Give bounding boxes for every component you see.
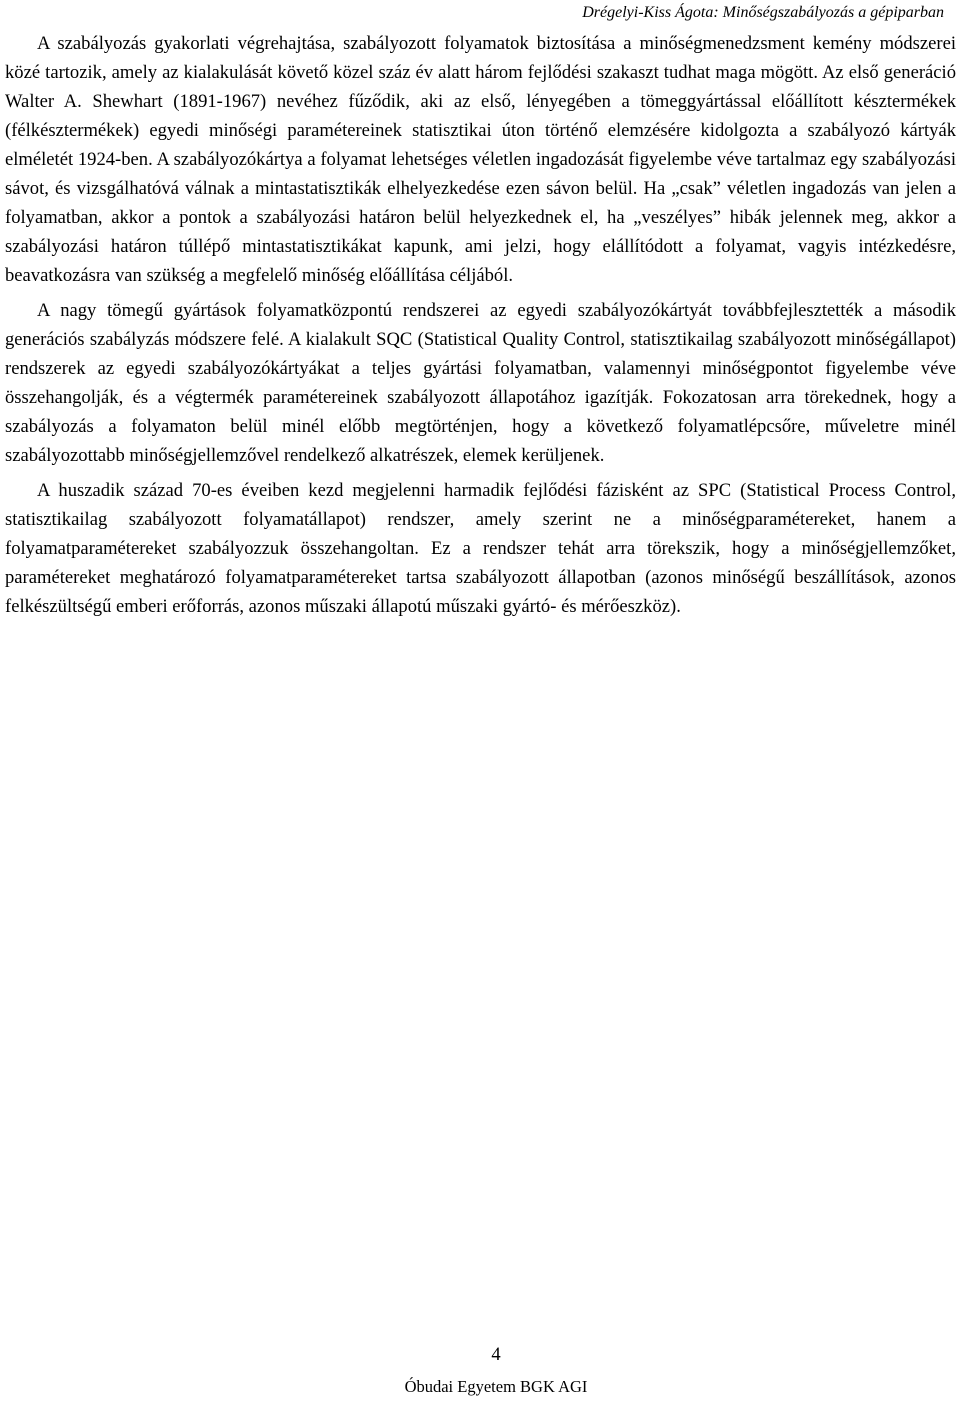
running-header: Drégelyi-Kiss Ágota: Minőségszabályozás a gépiparban: [582, 4, 944, 21]
paragraph-sqc: A nagy tömegű gyártások folyamatközpontú rendszerei az egyedi szabályozókártyát továbbfejlesztették a második generációs szabályzás módszere felé. A kialakult SQC (Statistical Quality Control, statisztikailag szabályozott minőségállapot) rendszerek az egyedi szabályozókártyákat a teljes gyártási folyamatban, valamennyi minőségpontot figyelembe véve összehangolják, és a végtermék paramétereinek szabályozott állapotához igazítják. Fokozatosan arra törekednek, hogy a szabályozás a folyamaton belül minél előbb megtörténjen, hogy a következő folyamatlépcsőre, műveletre minél szabályozottabb minőségjellemzővel rendelkező alkatrészek, elemek kerüljenek.: [5, 300, 956, 466]
document-body: [5, 29, 956, 627]
paragraph-spc: A huszadik század 70-es éveiben kezd megjelenni harmadik fejlődési fázisként az SPC (Statistical Process Control, statisztikailag szabályozott folyamatállapot) rendszer, amely szerint ne a minőségparamétereket, hanem a folyamatparamétereket szabályozzuk összehangoltan. Ez a rendszer tehát arra törekszik, hogy a minőségjellemzőket, paramétereket meghatározó folyamatparamétereket tartsa szabályozott állapotban (azonos minőségű beszállítások, azonos felkészültségű emberi erőforrás, azonos műszaki állapotú műszaki gyártó- és mérőeszköz).: [5, 480, 956, 617]
paragraph-shewhart: A szabályozás gyakorlati végrehajtása, szabályozott folyamatok biztosítása a minőségmenedzsment kemény módszerei közé tartozik, amely az kialakulását követő közel száz év alatt három fejlődési szakaszt tudhat maga mögött. Az első generáció Walter A. Shewhart (1891-1967) nevéhez fűződik, aki az első, lényegében a tömeggyártással előállított késztermékek (félkésztermékek) egyedi minőségi paramétereinek statisztikai úton történő elemzésére kidolgozta a szabályozó kártyák elméletét 1924-ben. A szabályozókártya a folyamat lehetséges véletlen ingadozását figyelembe véve tartalmaz egy szabályozási sávot, és vizsgálhatóvá válnak a mintastatisztikák elhelyezkedése ezen sávon belül. Ha „csak” véletlen ingadozás van jelen a folyamatban, akkor a pontok a szabályozási határon belül helyezkednek el, ha „veszélyes” hibák jelennek meg, akkor a szabályozási határon túllépő mintastatisztikákat kapunk, ami jelzi, hogy elállítódott a folyamat, vagyis intézkedésre, beavatkozásra van szükség a megfelelő minőség előállítása céljából.: [5, 33, 956, 286]
page-footer: Óbudai Egyetem BGK AGI: [404, 1377, 588, 1396]
page-number: 4: [491, 1344, 501, 1365]
